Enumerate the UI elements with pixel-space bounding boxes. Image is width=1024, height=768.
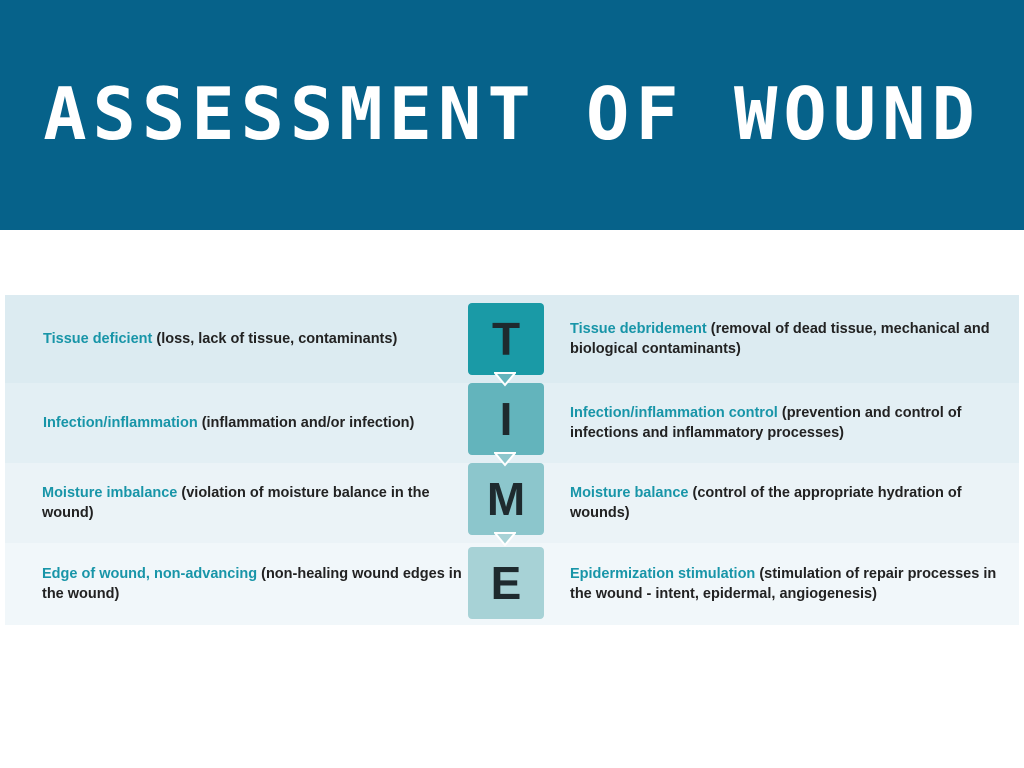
left-desc: (non-healing wound edges in the wound): [42, 566, 462, 602]
right-desc: (stimulation of repair processes in the wound - intent, epidermal, angiogenesis): [570, 566, 997, 602]
right-term: Tissue debridement: [570, 321, 707, 337]
letter-box-e: E: [468, 547, 544, 619]
right-term: Epidermization stimulation: [570, 566, 756, 582]
left-term: Tissue deficient: [43, 331, 153, 347]
letter-box-m: M: [468, 463, 544, 535]
chevron-down-icon: [494, 369, 516, 391]
page-title: ASSESSMENT OF WOUND: [43, 72, 981, 156]
time-letters: [468, 303, 544, 621]
letter-box-i: I: [468, 383, 544, 455]
left-cell: [43, 295, 463, 383]
left-desc: (inflammation and/or infection): [201, 415, 415, 431]
right-cell: [570, 543, 1010, 625]
right-term: Moisture balance: [570, 485, 689, 501]
left-desc: (violation of moisture balance in the wound): [42, 485, 430, 521]
right-cell: [570, 463, 1010, 543]
left-cell: [42, 463, 462, 543]
left-term: Moisture imbalance: [42, 485, 178, 501]
chevron-down-icon: [494, 529, 516, 551]
letter-box-t: T: [468, 303, 544, 375]
chevron-down-icon: [494, 449, 516, 471]
right-desc: (prevention and control of infections and inflammatory processes): [570, 405, 962, 441]
right-term: Infection/inflammation control: [570, 405, 778, 421]
right-desc: (control of the appropriate hydration of wounds): [570, 485, 962, 521]
left-cell: [42, 543, 462, 625]
time-diagram: [5, 295, 1019, 625]
left-desc: (loss, lack of tissue, contaminants): [156, 331, 398, 347]
title-banner: [0, 0, 1024, 230]
right-cell: [570, 383, 1010, 463]
left-cell: [43, 383, 463, 463]
left-term: Infection/inflammation: [43, 415, 198, 431]
right-cell: [570, 295, 1010, 383]
left-term: Edge of wound, non-advancing: [42, 566, 258, 582]
right-desc: (removal of dead tissue, mechanical and biological contaminants): [570, 321, 990, 357]
